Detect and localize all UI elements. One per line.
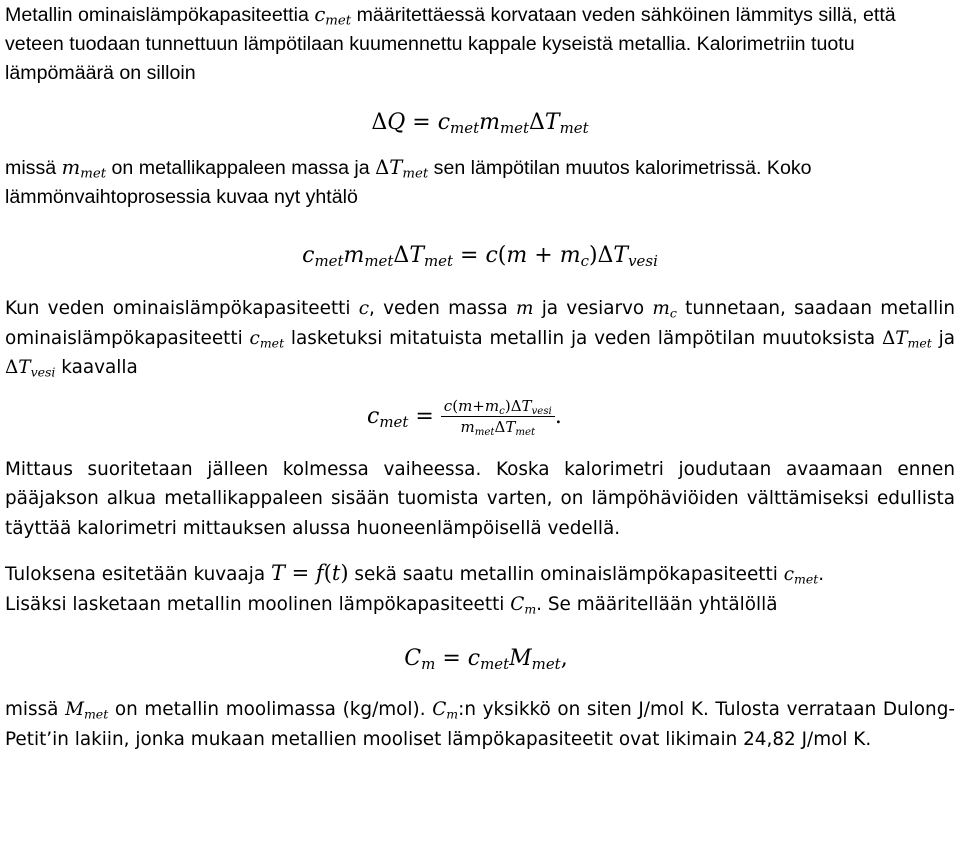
equation-molar: $C_m = c_{met}M_{met}$, [404, 646, 568, 674]
paragraph-measurement: Mittaus suoritetaan jälleen kolmessa vaiheessa. Koska kalorimetri joudutaan avaamaan ennen pääjakson alkua metallikappaleen sisään tuomista varten, on lämpöhäviöiden välttämiseksi edullista täyttää kalorimetri mittauksen alussa huoneenlämpöisellä vedellä. [5, 458, 955, 539]
equation-heat: $\Delta Q = c_{met}m_{met}\Delta T_{met}$ [371, 110, 589, 138]
paragraph-where: missä $m_{met}$ on metallikappaleen massa ja $\Delta T_{met}$ sen lämpötilan muutos kalorimetrissä. Koko lämmönvaihtoprosessia kuvaa nyt yhtälö [5, 156, 812, 208]
symbol-c-met-2: $c_{met}$ [249, 327, 285, 350]
symbol-c-m: $C_m$ [510, 593, 537, 616]
fraction-denominator: $m_{met}\Delta T_{met}$ [460, 417, 536, 438]
symbol-c-m-2: $C_m$ [432, 699, 459, 722]
symbol-c: c [358, 298, 370, 319]
symbol-delta-t-vesi: $\Delta T_{vesi}$ [5, 357, 56, 380]
fraction [441, 397, 555, 436]
equation-c-met: $c_{met}$ = $\frac{c(m+m_c)\Delta T_{vesi}}{m_{met}\Delta T_{met}}$ . [367, 396, 562, 438]
paragraph-molar-mass: missä $M_{met}$ on metallin moolimassa (kg/mol). $C_m:n$ yksikkö on siten J/mol K. Tulosta verrataan Dulong-Petit’in lakiin, jonka mukaan metallien mooliset lämpökapasiteetit ovat likimain 24,82 J/mol K. [5, 699, 956, 750]
symbol-delta-t-met-2: $\Delta T_{met}$ [881, 327, 932, 350]
paragraph-results: Tuloksena esitetään kuvaaja T = f(t) sekä saatu metallin ominaislämpökapasiteetti $c_{met}$. Lisäksi lasketaan metallin moolinen lämpökapasiteetti $C_m$. Se määritellään yhtälöllä [5, 561, 825, 616]
fraction-numerator: $c(m+m_c)\Delta T_{vesi}$ [441, 397, 555, 417]
symbol-m: m [516, 298, 534, 319]
symbol-m-met-molar: $M_{met}$ [65, 699, 109, 722]
symbol-m-met: $m_{met}$ [61, 156, 107, 182]
paragraph-intro: Metallin ominaislämpökapasiteettia $c_{met}$ määritettäessä korvataan veden sähköinen lämmitys sillä, että veteen tuodaan tunnettuun lämpötilaan kuumennettu kappale kyseistä metallia. Kalorimetriin tuotu lämpömäärä on silloin [5, 3, 896, 84]
symbol-delta-t-met: $\Delta T_{met}$ [375, 156, 429, 182]
symbol-t-of-t: T = f(t) [270, 561, 349, 585]
paragraph-known: Kun veden ominaislämpökapasiteetti c, veden massa m ja vesiarvo $m_c$ tunnetaan, saadaan metallin ominaislämpökapasiteetti $c_{met}$ lasketuksi mitatuista metallin ja veden lämpötilan muutoksista $\Delta T_{met}$ ja $\Delta T_{vesi}$ kaavalla [5, 298, 955, 380]
equation-balance: $c_{met}m_{met}\Delta T_{met} = c(m + m_c)\Delta T_{vesi}$ [302, 243, 658, 271]
symbol-c-met-3: $c_{met}$ [783, 564, 819, 587]
symbol-c-met: $c_{met}$ [314, 3, 352, 29]
symbol-m-c: $m_c$ [652, 298, 677, 321]
